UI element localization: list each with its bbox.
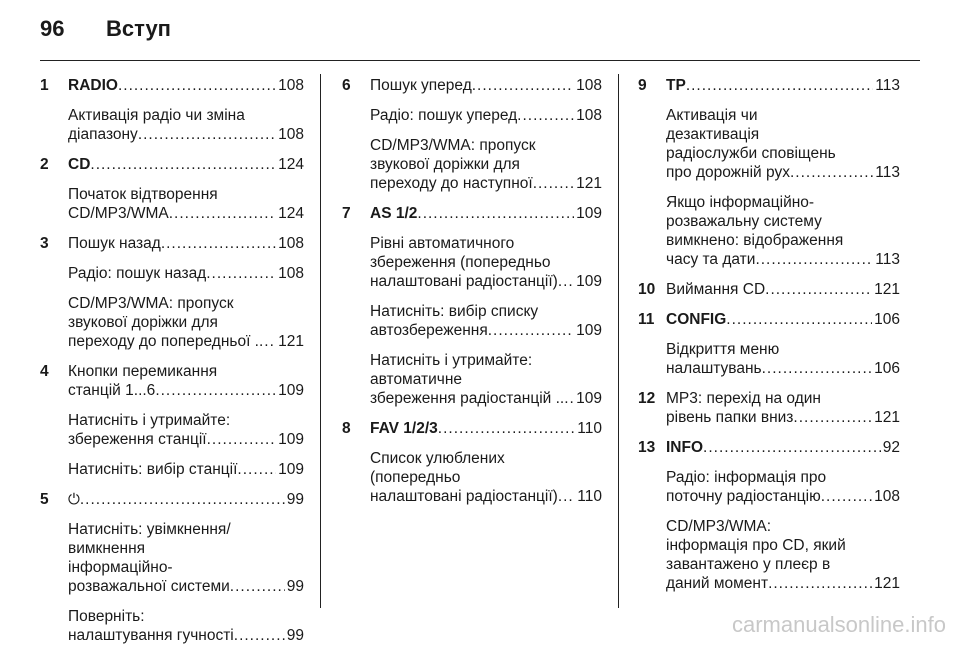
subentry-text-line: Відкриття меню — [666, 341, 780, 358]
entry-number: 2 — [40, 156, 49, 173]
page-ref: 109 — [576, 205, 602, 222]
leader-dots — [90, 155, 276, 174]
page-ref: 109 — [278, 382, 304, 399]
entry-body — [666, 280, 900, 299]
toc-line[interactable] — [370, 389, 602, 408]
subentry-text-line: радіослужби сповіщень — [666, 145, 836, 162]
toc-line[interactable] — [370, 419, 602, 438]
subentry-text-line: Радіо: інформація про — [666, 469, 827, 486]
entry-text: Радіо: пошук назад — [68, 265, 207, 282]
entry-text: рівень папки вниз — [666, 409, 794, 426]
toc-entry — [40, 362, 304, 400]
entry-body — [370, 204, 602, 223]
leader-dots — [259, 332, 276, 351]
page-title: Вступ — [106, 16, 171, 41]
toc-line[interactable] — [666, 280, 900, 299]
entry-body — [68, 362, 304, 400]
entry-text: збереження радіостанцій .. — [370, 390, 565, 407]
toc-entry — [638, 76, 900, 95]
toc-line[interactable] — [68, 125, 304, 144]
toc-line[interactable] — [666, 310, 900, 329]
subentry-text-line: CD/MP3/WMA: пропуск — [68, 295, 234, 312]
page-ref: 106 — [874, 360, 900, 377]
toc-line[interactable] — [68, 626, 304, 645]
entry-text: часу та дати — [666, 251, 756, 268]
toc-line[interactable] — [68, 460, 304, 479]
subentry-text-line: Натисніть і утримайте: — [370, 352, 533, 369]
entry-body — [666, 438, 900, 457]
page-ref: 92 — [882, 439, 900, 456]
toc-line[interactable] — [370, 487, 602, 506]
subentry-text-line: CD/MP3/WMA: пропуск — [370, 137, 536, 154]
toc-line[interactable] — [666, 359, 900, 378]
entry-title: TP — [666, 77, 686, 94]
leader-dots — [558, 487, 575, 506]
entry-body — [370, 419, 602, 438]
toc-subentry — [370, 106, 602, 125]
toc-entry — [342, 204, 602, 223]
header-rule — [40, 60, 920, 61]
entry-body — [370, 76, 602, 95]
entry-title: AS 1/2 — [370, 205, 418, 222]
entry-text: Натисніть: вибір станції — [68, 461, 238, 478]
entry-body — [68, 234, 304, 253]
entry-title: RADIO — [68, 77, 118, 94]
page-ref: 121 — [278, 333, 304, 350]
entry-text: Виймання CD — [666, 281, 766, 298]
subentry-text-line: Натисніть: увімкнення/ — [68, 521, 231, 538]
toc-line[interactable] — [68, 76, 304, 95]
toc-subentry — [68, 185, 304, 223]
leader-dots — [230, 577, 285, 596]
page-number: 96 — [40, 16, 65, 41]
subentry-text-line: збереження (попередньо — [370, 254, 551, 271]
page-ref: 124 — [278, 156, 304, 173]
subentry-text-line: Якщо інформаційно- — [666, 194, 815, 211]
entry-body — [68, 490, 304, 509]
leader-dots — [533, 174, 574, 193]
page-ref: 113 — [875, 164, 900, 181]
entry-body — [666, 76, 900, 95]
entry-number: 4 — [40, 363, 49, 380]
toc-subentry — [68, 106, 304, 144]
subentry-text-line: звукової доріжки для — [370, 156, 520, 173]
toc-line[interactable] — [68, 204, 304, 223]
toc-subentry — [370, 136, 602, 193]
leader-dots — [517, 106, 574, 125]
page-ref: 108 — [278, 126, 304, 143]
leader-dots — [703, 438, 881, 457]
subentry-text-line: Натисніть і утримайте: — [68, 412, 231, 429]
page-ref: 109 — [278, 431, 304, 448]
toc-subentry — [370, 449, 602, 506]
toc-column-3 — [638, 76, 900, 604]
entry-text: Радіо: пошук уперед — [370, 107, 518, 124]
page-ref: 109 — [576, 273, 602, 290]
toc-line[interactable] — [68, 430, 304, 449]
leader-dots — [155, 381, 276, 400]
entry-body — [666, 310, 900, 329]
toc-column-2 — [342, 76, 602, 517]
toc-line[interactable] — [68, 234, 304, 253]
entry-number: 10 — [638, 281, 656, 298]
toc-subentry — [370, 234, 602, 291]
toc-line[interactable] — [666, 574, 900, 593]
toc-entry — [638, 389, 900, 427]
entry-number: 3 — [40, 235, 49, 252]
leader-dots — [564, 389, 574, 408]
subentry-text-line: інформація про CD, який — [666, 537, 846, 554]
toc-line[interactable] — [666, 250, 900, 269]
toc-line[interactable] — [68, 332, 304, 351]
leader-dots — [207, 430, 277, 449]
toc-entry — [342, 76, 602, 95]
toc-subentry — [666, 340, 900, 378]
subentry-text-line: розважальну систему — [666, 213, 822, 230]
entry-number: 9 — [638, 77, 647, 94]
subentry-text-line: Поверніть: — [68, 608, 145, 625]
page-ref: 121 — [576, 175, 602, 192]
page-ref: 124 — [278, 205, 304, 222]
toc-subentry — [666, 106, 900, 182]
entry-text: налаштовані радіостанції) — [370, 273, 558, 290]
subentry-text-line: Активація радіо чи зміна — [68, 107, 245, 124]
leader-dots — [472, 76, 574, 95]
leader-dots — [438, 419, 576, 438]
subentry-text-line: дезактивація — [666, 126, 760, 143]
toc-line[interactable] — [68, 264, 304, 283]
toc-line[interactable] — [370, 174, 602, 193]
page-ref: 109 — [576, 322, 602, 339]
toc-subentry — [68, 607, 304, 645]
toc-line[interactable] — [370, 76, 602, 95]
subentry-text-line: інформаційно- — [68, 559, 173, 576]
leader-dots — [161, 234, 276, 253]
subentry-text-line: завантажено у плеєр в — [666, 556, 831, 573]
leader-dots — [234, 626, 285, 645]
entry-text: про дорожній рух — [666, 164, 790, 181]
watermark: carmanualsonline.info — [731, 612, 946, 637]
page-ref: 113 — [875, 77, 900, 94]
subentry-text-line: Активація чи — [666, 107, 758, 124]
page-ref: 108 — [278, 77, 304, 94]
toc-line[interactable] — [68, 577, 304, 596]
entry-title: FAV 1/2/3 — [370, 420, 438, 437]
leader-dots — [237, 460, 276, 479]
entry-text: діапазону — [68, 126, 138, 143]
page-ref: 99 — [286, 491, 304, 508]
entry-text: поточну радіостанцію — [666, 488, 821, 505]
entry-number: 7 — [342, 205, 351, 222]
toc-entry — [342, 419, 602, 438]
toc-entry — [40, 234, 304, 253]
toc-line[interactable] — [370, 272, 602, 291]
page-ref: 99 — [286, 627, 304, 644]
leader-dots — [793, 408, 872, 427]
page-ref: 108 — [278, 265, 304, 282]
page-ref: 121 — [874, 409, 900, 426]
entry-text: налаштування гучності — [68, 627, 234, 644]
toc-subentry — [666, 517, 900, 593]
entry-text: розважальної системи — [68, 578, 230, 595]
page-ref: 108 — [278, 235, 304, 252]
entry-number: 1 — [40, 77, 49, 94]
page-ref: 108 — [576, 77, 602, 94]
leader-dots — [118, 76, 276, 95]
leader-dots — [790, 163, 873, 182]
column-divider-2 — [618, 74, 619, 608]
entry-title: INFO — [666, 439, 704, 456]
toc-line[interactable] — [370, 204, 602, 223]
subentry-text-line: Рівні автоматичного — [370, 235, 515, 252]
page-ref: 110 — [577, 420, 602, 437]
entry-body — [68, 76, 304, 95]
leader-dots — [558, 272, 574, 291]
toc-line[interactable] — [68, 155, 304, 174]
leader-dots — [765, 280, 872, 299]
entry-number: 11 — [638, 311, 655, 328]
entry-number: 12 — [638, 390, 656, 407]
entry-text: станцій 1...6 — [68, 382, 156, 399]
entry-text: переходу до попередньої . — [68, 333, 259, 350]
toc-subentry — [666, 468, 900, 506]
entry-title: CONFIG — [666, 311, 727, 328]
entry-text: даний момент — [666, 575, 769, 592]
toc-line[interactable] — [666, 487, 900, 506]
entry-number: 5 — [40, 491, 49, 508]
entry-text: налаштовані радіостанції) — [370, 488, 558, 505]
page-ref: 121 — [874, 575, 900, 592]
entry-text: Пошук уперед — [370, 77, 472, 94]
entry-text-line: Кнопки перемикання — [68, 363, 218, 380]
toc-subentry — [370, 351, 602, 408]
leader-dots — [821, 487, 872, 506]
entry-body — [666, 389, 900, 427]
leader-dots — [686, 76, 873, 95]
column-divider-1 — [320, 74, 321, 608]
subentry-text-line: Початок відтворення — [68, 186, 218, 203]
leader-dots — [768, 574, 872, 593]
subentry-text-line: (попередньо — [370, 469, 461, 486]
entry-text: автозбереження — [370, 322, 488, 339]
leader-dots — [488, 321, 574, 340]
toc-entry — [40, 155, 304, 174]
entry-text-line: МР3: перехід на один — [666, 390, 821, 407]
entry-text: збереження станції — [68, 431, 207, 448]
entry-number: 13 — [638, 439, 656, 456]
entry-text: переходу до наступної — [370, 175, 533, 192]
page-ref: 121 — [874, 281, 900, 298]
entry-title: CD — [68, 156, 91, 173]
toc-entry — [638, 438, 900, 457]
toc-line[interactable] — [370, 321, 602, 340]
page-ref: 110 — [577, 488, 602, 505]
toc-entry — [638, 310, 900, 329]
toc-subentry — [68, 520, 304, 596]
toc-subentry — [68, 264, 304, 283]
leader-dots — [762, 359, 873, 378]
entry-body — [68, 155, 304, 174]
toc-column-1 — [40, 76, 304, 656]
toc-entry — [40, 76, 304, 95]
leader-dots — [206, 264, 276, 283]
page-ref: 108 — [874, 488, 900, 505]
leader-dots — [80, 490, 285, 509]
toc-entry — [638, 280, 900, 299]
toc-line[interactable] — [370, 106, 602, 125]
toc-entry — [40, 490, 304, 509]
toc-line[interactable] — [666, 76, 900, 95]
leader-dots — [755, 250, 873, 269]
toc-subentry — [370, 302, 602, 340]
toc-subentry — [68, 294, 304, 351]
page-ref: 109 — [278, 461, 304, 478]
subentry-text-line: вимкнення — [68, 540, 146, 557]
toc-line[interactable] — [666, 163, 900, 182]
toc-subentry — [68, 411, 304, 449]
subentry-text-line: звукової доріжки для — [68, 314, 218, 331]
subentry-text-line: Натисніть: вибір списку — [370, 303, 539, 320]
toc-line[interactable] — [68, 490, 304, 509]
leader-dots — [726, 310, 872, 329]
toc-line[interactable] — [666, 408, 900, 427]
entry-text: CD/MP3/WMA — [68, 205, 169, 222]
toc-subentry — [68, 460, 304, 479]
entry-number: 8 — [342, 420, 351, 437]
page-ref: 99 — [286, 578, 304, 595]
page-ref: 106 — [874, 311, 900, 328]
subentry-text-line: вимкнено: відображення — [666, 232, 844, 249]
power-icon: ⏻ — [68, 491, 80, 508]
toc-line[interactable] — [68, 381, 304, 400]
page-ref: 113 — [875, 251, 900, 268]
leader-dots — [169, 204, 276, 223]
entry-text: налаштувань — [666, 360, 762, 377]
toc-subentry — [666, 193, 900, 269]
entry-text: Пошук назад — [68, 235, 161, 252]
entry-number: 6 — [342, 77, 351, 94]
page-ref: 109 — [576, 390, 602, 407]
subentry-text-line: CD/MP3/WMA: — [666, 518, 772, 535]
leader-dots — [138, 125, 276, 144]
leader-dots — [417, 204, 574, 223]
subentry-text-line: Список улюблених — [370, 450, 505, 467]
subentry-text-line: автоматичне — [370, 371, 463, 388]
page-ref: 108 — [576, 107, 602, 124]
toc-line[interactable] — [666, 438, 900, 457]
